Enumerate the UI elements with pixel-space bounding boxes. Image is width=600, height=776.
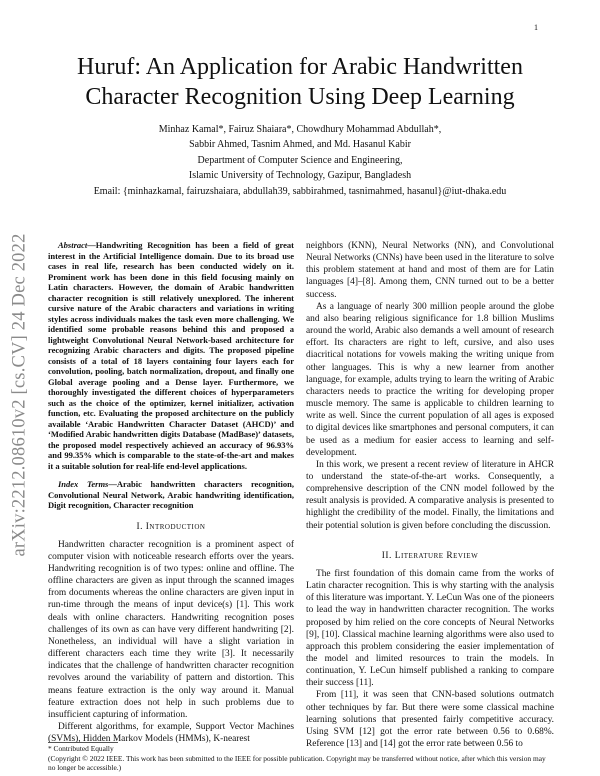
lit-review-paragraph-1: The first foundation of this domain came from the works of Latin character recognition. This is why starting with the analysis of this literature was important. Y. LeCun Was one of the pioneers to lead the way in handwritten character recognition. The works proposed by him relied on the core concepts of Neural Networks [9], [10]. Classical machine learning algorithms were also used to approach this problem considering the easier implementation of the model and limited resources to train the models. In continuation, Y. LeCun himself published a ranking to compare their success [11]. [306,568,554,689]
title-line-1: Huruf: An Application for Arabic Handwritten [77,54,523,80]
section-heading-introduction: I. Introduction [136,521,206,532]
intro-paragraph-4: As a language of nearly 300 million people around the globe and also bearing religious significance for 1.8 billion Muslims around the world, Arabic also demands a well amount of research effort. Its characters are right to left, cursive, and also uses diacritical notations for vowels making the writing unique from other languages. This is why a new learner from another language, for example, adults trying to learn the writing of Arabic characters needs to practice the writing for developing proper muscle memory. The same is applicable to children learning to write as well. Since the current population of all ages is exposed to digital devices like smartphones and personal computers, it can be used as a medium for easier access to learning and self-development. [306,301,554,458]
right-column [306,240,554,750]
left-column [48,240,294,745]
paper-title [48,52,552,112]
authors-line-1: Minhaz Kamal*, Fairuz Shaiara*, Chowdhury Mohammad Abdullah*, [158,124,442,135]
intro-paragraph-2: Different algorithms, for example, Support Vector Machines (SVMs), Hidden Markov Models (HMMs), K-nearest [48,722,294,745]
index-terms [48,479,294,511]
footnote-equal-contribution: * Contributed Equally [48,744,114,753]
title-line-2: Character Recognition Using Deep Learning [85,84,515,110]
abstract [48,240,294,471]
intro-paragraph-3: neighbors (KNN), Neural Networks (NN), and Convolutional Neural Networks (CNNs) have been used in the literature to solve this problem statement at hand and most of them are for Latin languages [4]–[8]. Among them, CNN turned out to be a better success. [306,241,554,300]
authors-line-2: Sabbir Ahmed, Tasnim Ahmed, and Md. Hasanul Kabir [189,139,411,151]
intro-paragraph-1: Handwritten character recognition is a prominent aspect of computer vision with noticeable research efforts over the years. Handwriting recognition is of two types: online and offline. The offline characters are given as input through the scanned images from documents whereas the online characters are given input in run-time through the means of input device(s) [1]. This work deals with online characters. Handwriting recognition poses challenges of its own as can have very different handwriting [2]. Nonetheless, an individual will have a slight variation in different characters each time they write [3]. It necessarily indicates that the challenge of handwritten character recognition revolves around the variability of pattern and distortion. This means feature extraction is the only way around it. Manual feature extraction does not help in such problems due to insufficient capturing of information. [48,539,294,720]
arxiv-stamp [6,210,34,580]
author-block [48,122,552,199]
author-emails: Email: {minhazkamal, fairuzshaiara, abdullah39, sabbirahmed, tasnimahmed, hasanul}@iut-dhaka.edu [93,185,507,197]
footnotes [48,744,552,773]
footnote-rule [48,742,118,743]
lit-review-paragraph-2: From [11], it was seen that CNN-based solutions outmatch other techniques by far. But there were some classical machine learning solutions that presented fairly competitive accuracy. Using SVM [12] got the error rate between 0.56 to 0.68%. Reference [13] and [14] got the error rate between 0.56 to [306,690,554,750]
index-terms-text: —Arabic handwritten characters recognition, Convolutional Neural Network, Arabic handwriting identification, Digit recognition, Character recognition [48,479,294,510]
abstract-lead: Abstract [58,240,88,250]
affiliation-univ: Islamic University of Technology, Gazipur, Bangladesh [188,170,412,182]
section-heading-literature-review: II. Literature Review [381,550,479,561]
page-number: 1 [534,23,538,32]
abstract-text: —Handwriting Recognition has been a field of great interest in the Artificial Intelligence domain. Due to its broad use cases in real life, research has been conducted widely on it. Prominent work has been done in this field focusing mainly on Latin characters. However, the domain of Arabic handwritten character recognition is still relatively unexplored. The inherent cursive nature of the Arabic characters and variations in writing styles across individuals makes the task even more challenging. We identified some probable reasons behind this and proposed a lightweight Convolutional Neural Network-based architecture for recognizing Arabic characters and digits. The proposed pipeline consists of a total of 18 layers containing four layers each for convolution, pooling, batch normalization, dropout, and finally one Global average pooling and a Dense layer. Furthermore, we thoroughly investigated the different choices of hyperparameters such as the choice of the optimizer, kernel initializer, activation function, etc. Evaluating the proposed architecture on the publicly available ‘Arabic Handwritten Character Dataset (AHCD)’ and ‘Modified Arabic handwritten digits Database (MadBase)’ datasets, the proposed model respectively achieved an accuracy of 96.93% and 99.35% which is comparable to the state-of-the-art and makes it a suitable solution for real-life end-level applications. [48,240,294,471]
arxiv-stamp-text: arXiv:2212.08610v2 [cs.CV] 24 Dec 2022 [9,233,30,557]
index-terms-lead: Index Terms [58,479,109,489]
affiliation-dept: Department of Computer Science and Engineering, [197,154,403,166]
footnote-copyright: (Copyright © 2022 IEEE. This work has been submitted to the IEEE for possible publication. Copyright may be transferred without notice, after which this version may no longer be accessible.) [48,753,546,773]
intro-paragraph-5: In this work, we present a recent review of literature in AHCR to understand the state-of-the-art works. Consequently, a comprehensive description of the CNN model followed by the result analysis is provided. A comparative analysis is presented to highlight the credibility of the model. Finally, the limitations and their potential solution is given before concluding the discussion. [306,459,554,531]
